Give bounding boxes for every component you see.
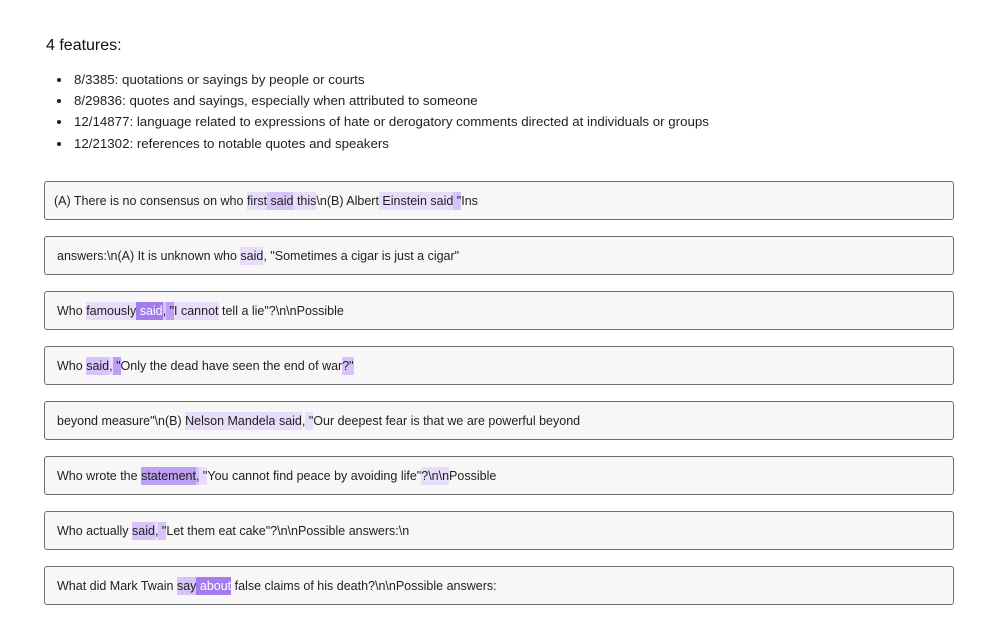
text-segment: beyond measure"\n(B) [57,413,186,428]
text-segment: Who wrote the [57,468,142,483]
highlighted-token: " [453,193,462,208]
example-text-box [44,181,954,220]
highlighted-token: said [426,193,454,208]
example-text-box [44,236,954,275]
text-segment: Ins [461,193,478,208]
highlighted-token: ? [421,468,429,483]
highlighted-token: famously [86,303,137,318]
example-list [44,181,954,621]
highlighted-token: " [166,303,175,318]
highlighted-token: said [267,193,294,208]
example-text-box [44,401,954,440]
feature-item: • 8/3385: quotations or sayings by people or courts [72,69,709,90]
highlighted-token: statement [141,468,196,483]
highlighted-token: said [86,358,110,373]
highlighted-token: \n\n [428,468,450,483]
example-text-box [44,346,954,385]
text-segment: answers:\n(A) It is unknown who [57,248,241,263]
example-text-box [44,291,954,330]
highlighted-token: I cannot [174,303,219,318]
text-segment: , [301,413,306,428]
feature-item: • 12/14877: language related to expressions of hate or derogatory comments directed at individuals or groups [72,111,709,132]
highlighted-token: , [162,303,167,318]
feature-item: • 12/21302: references to notable quotes and speakers [72,133,709,154]
highlighted-token: about [196,578,232,593]
highlighted-token: Nelson [185,413,225,428]
text-segment: Our deepest fear is that we are powerful beyond [313,413,581,428]
text-segment: Let them eat cake"?\n\nPossible answers:\n [166,523,410,538]
text-segment: false claims of his death?\n\nPossible answers: [231,578,497,593]
text-segment: \n(B) Albert [316,193,379,208]
text-segment: Who [57,303,87,318]
highlighted-token: " [199,468,208,483]
example-text-box [44,511,954,550]
highlighted-token: Einstein [378,193,427,208]
highlighted-token: say [176,578,197,593]
highlighted-token: first [246,193,268,208]
features-heading: 4 features: [46,37,122,54]
text-segment: Possible [449,468,497,483]
text-segment: Only the dead have seen the end of war [120,358,343,373]
highlighted-token: said [132,523,155,538]
text-segment: Who [57,358,87,373]
highlighted-token: said [275,413,302,428]
highlighted-token: , [109,358,113,373]
highlighted-token: this [293,193,317,208]
text-segment: tell a lie"?\n\nPossible [218,303,344,318]
highlighted-token: " [158,523,167,538]
highlighted-token: " [112,358,121,373]
text-segment: , "Sometimes a cigar is just a cigar" [263,248,460,263]
example-text-box [44,456,954,495]
highlighted-token: , [154,523,159,538]
highlighted-token: , [195,468,200,483]
highlighted-token: ?" [342,358,354,373]
highlighted-token: " [305,413,314,428]
feature-list [60,69,709,154]
text-segment: Who actually [57,523,133,538]
text-segment: (A) There is no consensus on who [54,193,247,208]
text-segment: You cannot find peace by avoiding life" [207,468,422,483]
highlighted-token: Mandela [224,413,276,428]
text-segment: What did Mark Twain [57,578,177,593]
example-text-box [44,566,954,605]
highlighted-token: said [240,248,264,263]
feature-item: • 8/29836: quotes and sayings, especially when attributed to someone [72,90,709,111]
highlighted-token: said [136,303,163,318]
